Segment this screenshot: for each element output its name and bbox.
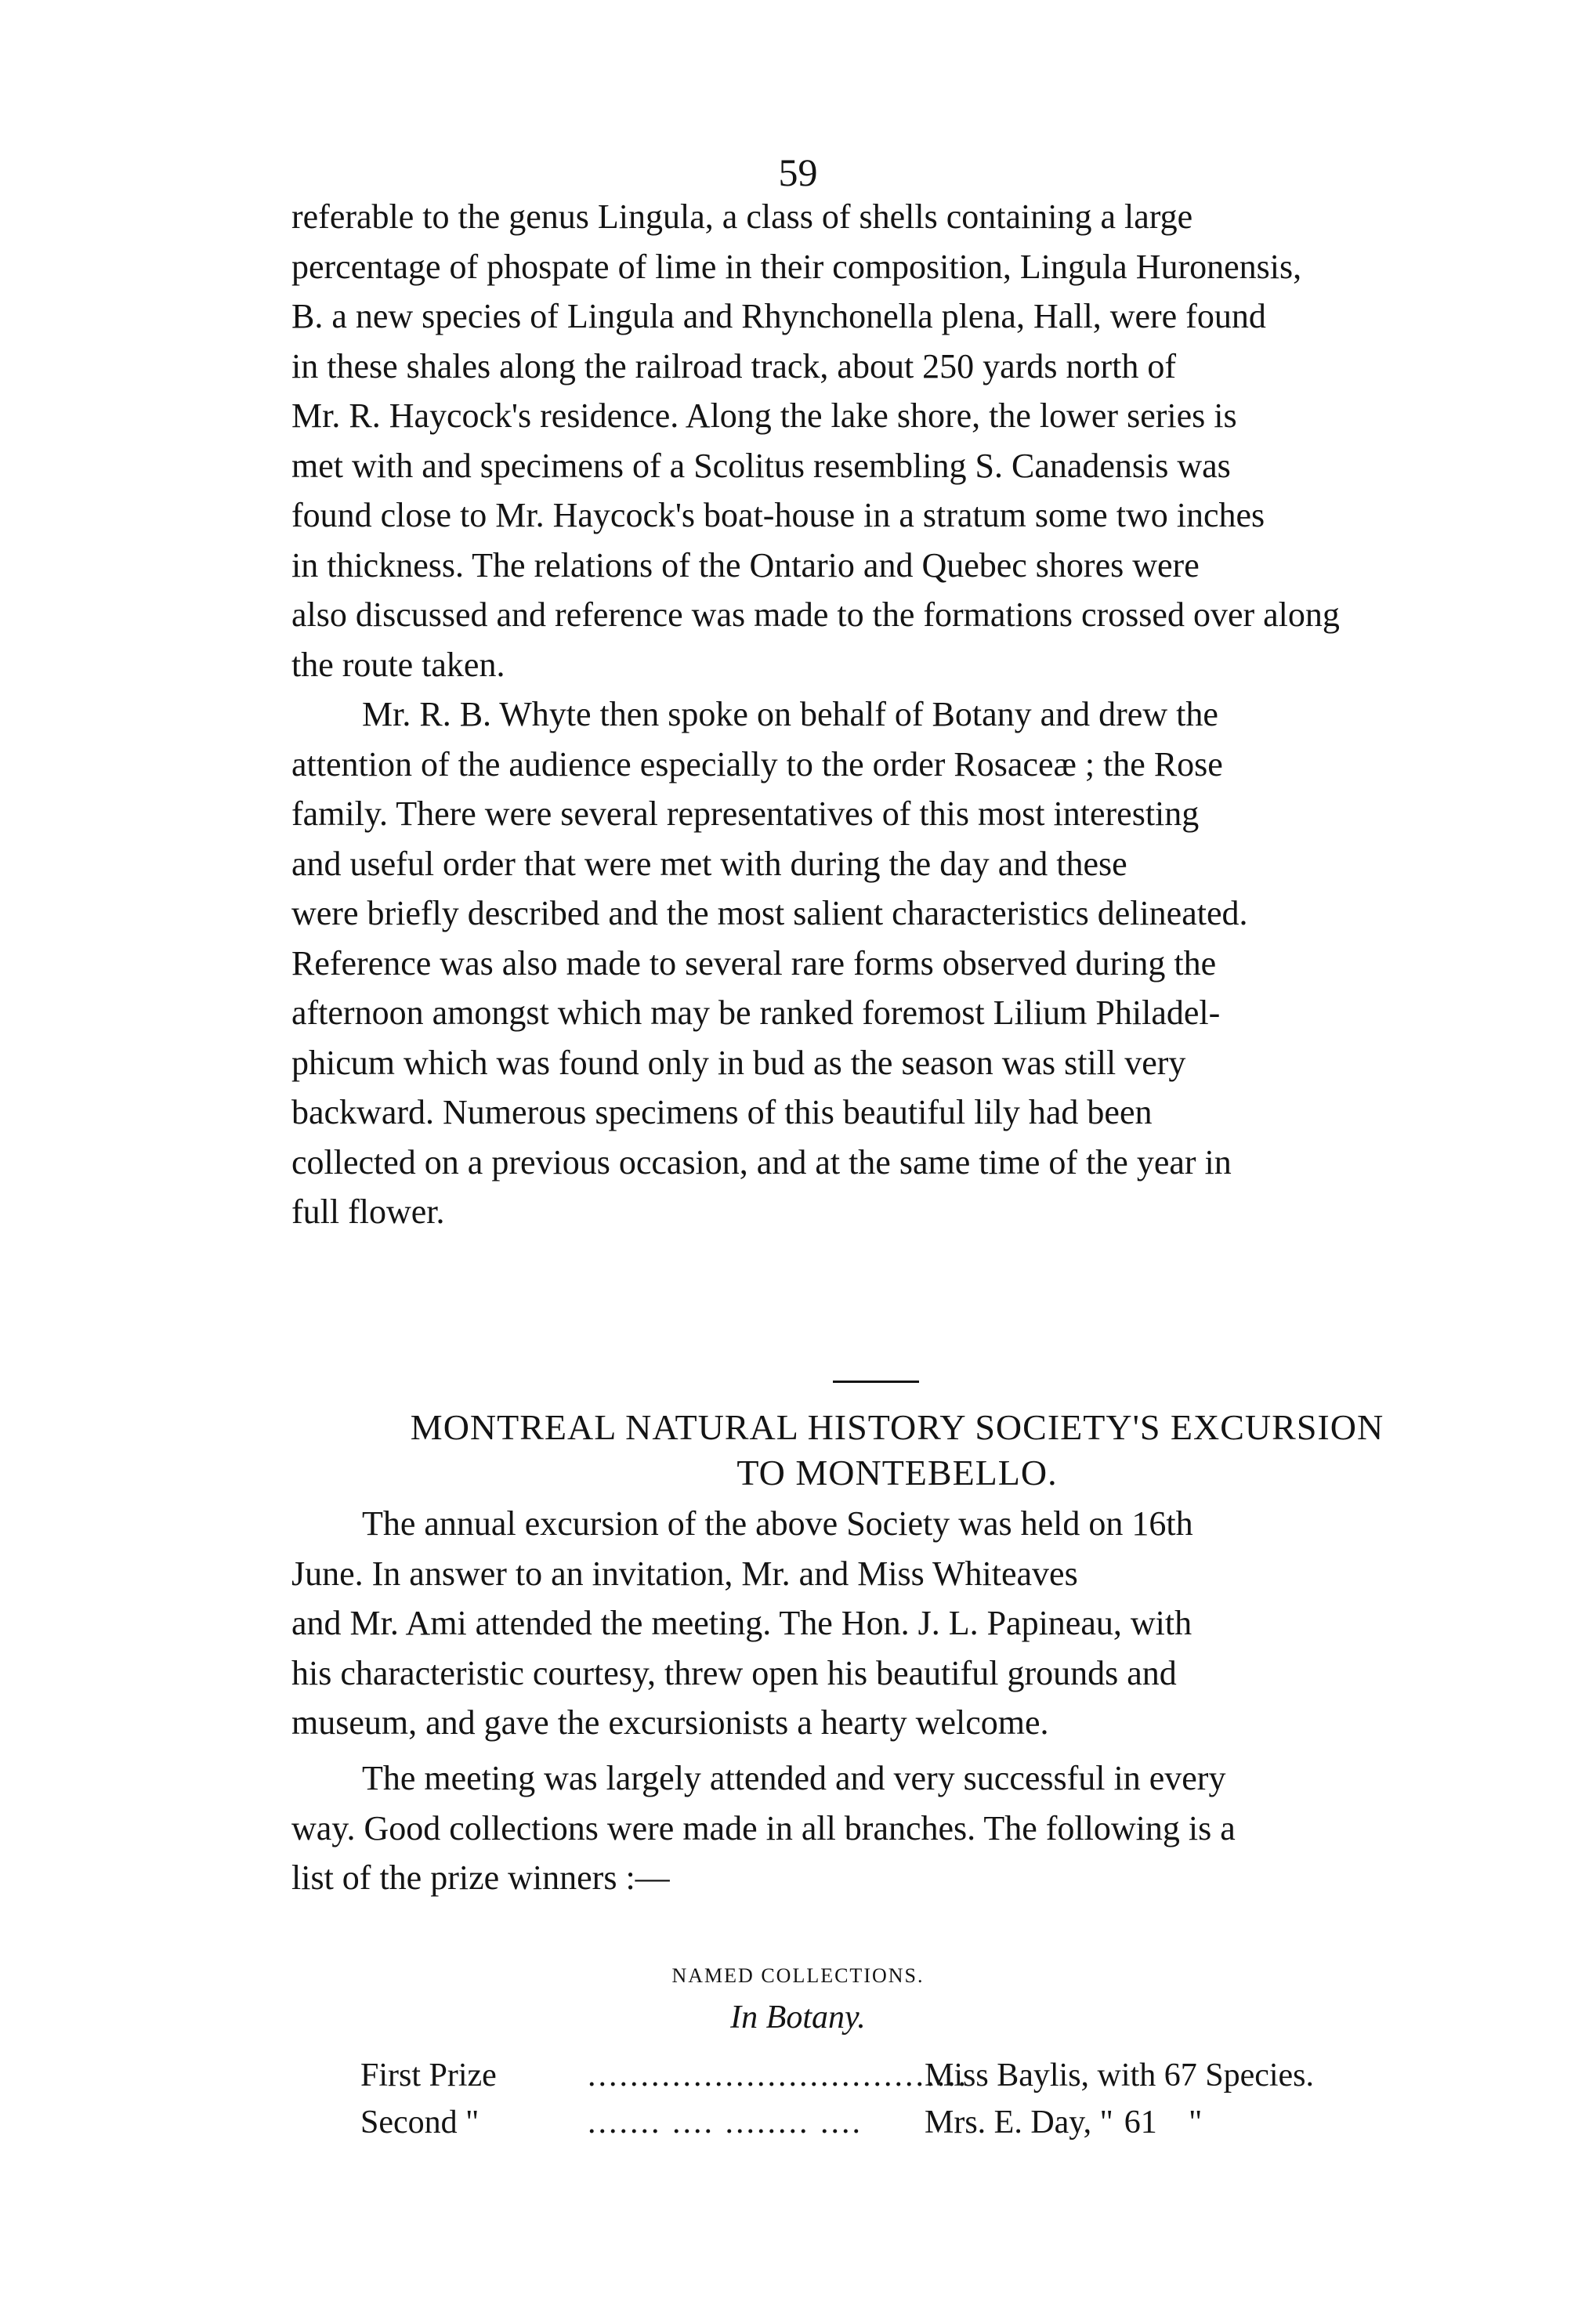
text-line: family. There were several representatives of this most interesting	[291, 794, 1200, 833]
paragraph-botany	[291, 689, 1502, 1237]
prize-row	[360, 2101, 1504, 2144]
text-line: Reference was also made to several rare forms observed during the	[291, 943, 1217, 983]
text-line: afternoon amongst which may be ranked foremost Lilium Philadel-	[291, 993, 1221, 1032]
text-line: were briefly described and the most salient characteristics delineated.	[291, 894, 1248, 932]
text-line: way. Good collections were made in all branches. The following is a	[291, 1808, 1236, 1847]
prize-label: Second "	[360, 2104, 480, 2141]
text-line: found close to Mr. Haycock's boat-house in a stratum some two inches	[291, 496, 1265, 534]
text-line: The annual excursion of the above Society was held on 16th	[362, 1504, 1193, 1543]
section-divider	[833, 1381, 919, 1383]
page-number: 59	[778, 150, 818, 194]
text-line: attention of the audience especially to the order Rosaceæ ; the Rose	[291, 744, 1223, 783]
text-line: phicum which was found only in bud as the season was still very	[291, 1043, 1186, 1082]
prize-row	[360, 2054, 1504, 2097]
text-line: also discussed and reference was made to the formations crossed over along	[291, 595, 1340, 634]
text-line: museum, and gave the excursionists a hearty welcome.	[291, 1703, 1049, 1742]
text-line: referable to the genus Lingula, a class of shells containing a large	[291, 197, 1193, 236]
prize-winner: Mrs. E. Day, "	[925, 2104, 1113, 2141]
text-line: The meeting was largely attended and very successful in every	[362, 1759, 1226, 1797]
prize-label: First Prize	[360, 2057, 497, 2094]
species-count: 61	[1124, 2104, 1157, 2141]
text-line: his characteristic courtesy, threw open his beautiful grounds and	[291, 1653, 1177, 1692]
text-line: in thickness. The relations of the Ontario and Quebec shores were	[291, 545, 1200, 584]
text-line: the route taken.	[291, 645, 505, 684]
heading-line-1: MONTREAL NATURAL HISTORY SOCIETY'S EXCURSION	[410, 1407, 1384, 1447]
in-botany-subheading: In Botany.	[730, 1999, 866, 2036]
paragraph-excursion	[291, 1499, 1502, 1748]
text-line: Mr. R. Haycock's residence. Along the lake shore, the lower series is	[291, 396, 1237, 435]
prize-winner: Miss Baylis, with 67 Species.	[925, 2057, 1315, 2094]
text-line: Mr. R. B. Whyte then spoke on behalf of Botany and drew the	[362, 695, 1218, 733]
text-line: met with and specimens of a Scolitus resembling S. Canadensis was	[291, 446, 1231, 485]
paragraph-meeting	[291, 1753, 1502, 1903]
ditto-mark: "	[1189, 2104, 1203, 2141]
text-line: full flower.	[291, 1192, 445, 1231]
text-line: percentage of phospate of lime in their composition, Lingula Huronensis,	[291, 247, 1302, 286]
heading-line-2: TO MONTEBELLO.	[736, 1453, 1058, 1493]
leader-dots: ....... .... ........ ....	[588, 2104, 863, 2141]
text-line: list of the prize winners :—	[291, 1858, 670, 1897]
leader-dots: ....................................	[588, 2057, 968, 2094]
text-line: collected on a previous occasion, and at the same time of the year in	[291, 1142, 1232, 1182]
text-line: June. In answer to an invitation, Mr. and Miss Whiteaves	[291, 1554, 1078, 1593]
text-line: backward. Numerous specimens of this beautiful lily had been	[291, 1093, 1153, 1131]
text-line: in these shales along the railroad track, about 250 yards north of	[291, 346, 1177, 385]
paragraph-geology	[291, 192, 1502, 689]
text-line: B. a new species of Lingula and Rhynchonella plena, Hall, were found	[291, 297, 1266, 335]
section-heading	[266, 1405, 1528, 1496]
text-line: and Mr. Ami attended the meeting. The Hon. J. L. Papineau, with	[291, 1604, 1192, 1642]
named-collections-heading: NAMED COLLECTIONS.	[671, 1964, 925, 1987]
text-line: and useful order that were met with during the day and these	[291, 844, 1127, 883]
